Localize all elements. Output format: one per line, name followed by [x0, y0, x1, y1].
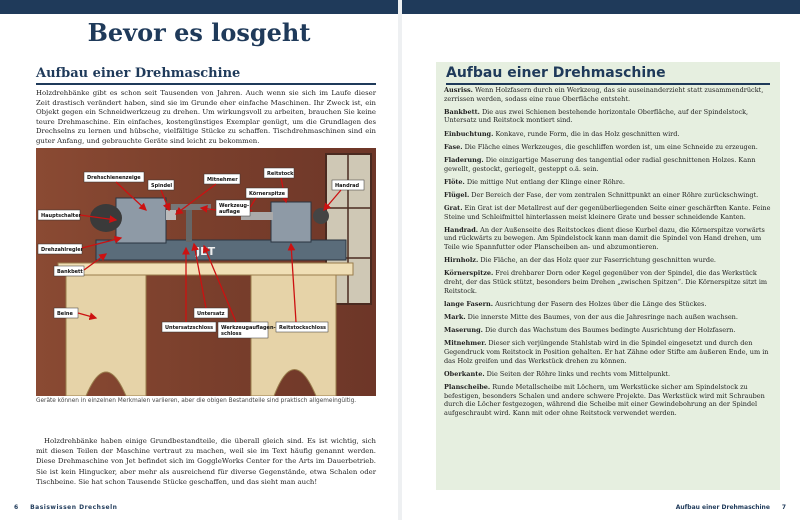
top-color-bar-left [0, 0, 398, 14]
page-number-right: 7 [781, 504, 786, 511]
intro-paragraph: Holzdrehbänke gibt es schon seit Tausenden von Jahren. Auch wenn sie sich im Laufe dieser Zeit drastisch verändert haben, sind sie im Grunde eher einfache Maschinen. Ihr Zweck ist, ein Objekt gegen ein Schneidwerkzeug zu drehen. Um wirkungsvoll zu arbeiten, brauchen Sie keine teure Drehmaschine. Ein einfaches, kostengünstiges Exemplar genügt, um die Grundlagen des Drechselns zu lernen und hübsche, vielfältige Stücke zu schaffen. Tischdrehmaschinen sind ein guter Anfang, und gebrauchte Geräte sind leicht zu bekommen. [36, 89, 376, 145]
glossary-term: Hirnholz. [444, 256, 479, 265]
glossary-term: Mark. [444, 313, 466, 321]
glossary-definition: Die mittige Nut entlang der Klinge einer Röhre. [464, 177, 625, 186]
glossary-entry [444, 339, 774, 365]
glossary-term: Handrad. [444, 225, 479, 234]
glossary-term: Ausriss. [444, 86, 473, 94]
glossary-definition: Wenn Holzfasern durch ein Werkzeug, das sie auseinanderzieht statt zusammendrückt, zerrissen werden, sodass eine raue Oberfläche entsteht. [444, 86, 764, 103]
glossary-term: Grat. [444, 204, 463, 213]
glossary-term: Fase. [444, 142, 463, 151]
svg-text:Werkzeugauflagen-schloss: Werkzeugauflagen-schloss [221, 325, 276, 337]
svg-text:Bankbett: Bankbett [57, 269, 83, 275]
glossary-definition: Die aus zwei Schienen bestehende horizontale Oberfläche, auf der Spindelstock, Untersatz und Reitstock montiert sind. [444, 107, 749, 125]
glossary-entry [444, 326, 774, 335]
svg-text:Untersatz: Untersatz [197, 311, 225, 317]
section-title: Aufbau einer Drehmaschine [36, 66, 376, 85]
glossary-definition: Die durch das Wachstum des Baumes bedingte Ausrichtung der Holzfasern. [482, 326, 736, 335]
lathe-photo [36, 148, 376, 396]
glossary-definition: Der Bereich der Fase, der vom zentralen Schnittpunkt an einer Röhre zurückschwingt. [469, 190, 759, 199]
glossary-definition: Die Fläche eines Werkzeuges, die geschliffen worden ist, um eine Schneide zu erzeugen. [462, 142, 758, 151]
glossary-title: Aufbau einer Drehmaschine [446, 65, 770, 85]
svg-text:Werkzeug-auflage: Werkzeug-auflage [219, 203, 250, 215]
glossary-entry [444, 269, 774, 295]
book-title: Basiswissen Drechseln [30, 504, 118, 511]
svg-text:Mitnehmer: Mitnehmer [207, 177, 238, 183]
glossary-term: Fladerung. [444, 155, 484, 164]
svg-text:Beine: Beine [57, 311, 73, 317]
body-paragraph: Holzdrehbänke haben einige Grundbestandteile, die überall gleich sind. Es ist wichtig, sich mit diesen Teilen der Maschine vertraut zu machen, weil sie im Text häufig genannt werden. Diese Drehmaschine von Jet befindet sich im GoggleWorks Center for the Arts im Dauerbetrieb. Sie ist kein Hingucker, aber mehr als ausreichend für diverse Gegenstände, etwa Schalen oder Tischbeine. Sie hat schon Tausende Stücke geschaffen, und das sieht man auch! [36, 437, 376, 486]
svg-text:Handrad: Handrad [335, 183, 360, 189]
svg-text:Drehschienenzeige: Drehschienenzeige [87, 175, 141, 181]
glossary-entry [444, 191, 774, 200]
footer-section-title: Aufbau einer Drehmaschine [675, 504, 770, 511]
jet-brand-text: JET [196, 245, 216, 258]
glossary-definition: Frei drehbarer Dorn oder Kegel gegenüber von der Spindel, die das Werkstück dreht, der das Stück stützt, besonders beim Drehen „zwischen Spitzen“. Die Körnerspitze sitzt im Reitstock. [444, 269, 768, 295]
svg-text:Reitstockschloss: Reitstockschloss [279, 325, 327, 331]
glossary-term: Einbuchtung. [444, 129, 494, 138]
glossary-entry [444, 156, 774, 173]
glossary-definition: Die Seiten der Röhre links und rechts vom Mittelpunkt. [484, 369, 671, 378]
glossary-entry [444, 383, 774, 417]
glossary-definition: Ein Grat ist der Metallrest auf der gegenüberliegenden Seite einer geschärften Kante. Feine Steine und Schleifmittel hinterlassen meist kleinere Grate und besser schneidende Kanten. [444, 204, 771, 221]
glossary-term: lange Fasern. [444, 299, 494, 308]
svg-text:Drehzahlregler: Drehzahlregler [41, 247, 84, 253]
glossary-term: Körnerspitze. [444, 269, 494, 278]
svg-text:Hauptschalter: Hauptschalter [41, 213, 81, 219]
footer-right [676, 504, 786, 511]
glossary-entry [444, 143, 774, 152]
glossary-entry [444, 370, 774, 379]
glossary-list [444, 86, 774, 422]
glossary-term: Mitnehmer. [444, 339, 487, 348]
page-number-left: 6 [14, 504, 19, 511]
glossary-term: Bankbett. [444, 107, 480, 116]
chapter-heading: Bevor es losgeht [87, 18, 311, 47]
svg-text:Spindel: Spindel [151, 183, 173, 189]
glossary-entry [444, 256, 774, 265]
top-color-bar-right [402, 0, 800, 14]
page-gutter [398, 0, 402, 520]
photo-caption: Geräte können in einzelnen Merkmalen variieren, aber die obigen Bestandteile sind praktisch allgemeingültig. [36, 398, 357, 404]
glossary-term: Oberkante. [444, 369, 485, 378]
glossary-definition: Konkave, runde Form, die in das Holz geschnitten wird. [493, 129, 680, 138]
glossary-entry [444, 108, 774, 125]
glossary-term: Flügel. [444, 190, 470, 199]
glossary-definition: Runde Metallscheibe mit Löchern, um Werkstücke sicher am Spindelstock zu befestigen, besonders Schalen und andere schwere Projekte. Das Werkstück wird mit Schrauben durch die Löcher festgezogen, während die Scheibe mit einer Gewindebohrung an der Spindel aufgeschraubt wird. Kann mit oder ohne Reitstock verwendet werden. [444, 382, 765, 417]
glossary-entry [444, 300, 774, 309]
glossary-definition: Die Fläche, an der das Holz quer zur Faserrichtung geschnitten wurde. [478, 256, 716, 265]
footer-left [14, 504, 117, 511]
svg-text:Körnerspitze: Körnerspitze [249, 191, 286, 197]
glossary-entry [444, 313, 774, 322]
glossary-entry [444, 178, 774, 187]
glossary-entry [444, 130, 774, 139]
glossary-term: Maserung. [444, 326, 483, 335]
glossary-term: Flöte. [444, 177, 465, 186]
glossary-entry [444, 204, 774, 221]
glossary-definition: An der Außenseite des Reitstockes dient diese Kurbel dazu, die Körnerspitze vorwärts und rückwärts zu bewegen. Am Spindelstock kann man damit die Spindel von Hand drehen, um Teile wie Spannfutter oder Planscheiben an- und abzumontieren. [444, 225, 765, 252]
svg-text:Reitstock: Reitstock [267, 171, 294, 177]
glossary-definition: Ausrichtung der Fasern des Holzes über die Länge des Stückes. [493, 299, 707, 308]
glossary-definition: Die innerste Mitte des Baumes, von der aus die Jahresringe nach außen wachsen. [465, 313, 738, 321]
svg-text:Untersatzschloss: Untersatzschloss [165, 325, 214, 331]
glossary-entry [444, 86, 774, 103]
glossary-definition: Dieser sich verjüngende Stahlstab wird in die Spindel eingesetzt und durch den Gegendruck vom Reitstock in Position gehalten. Er hat Zähne oder Stifte am äußeren Ende, um in das Holz greifen und das Werkstück drehen zu können. [444, 339, 769, 365]
glossary-term: Planscheibe. [444, 382, 491, 391]
glossary-entry [444, 226, 774, 252]
glossary-definition: Die einzigartige Maserung des tangential oder radial geschnittenen Holzes. Kann gewellt, gestockt, geriegelt, gesteppt o.ä. sein. [444, 155, 756, 173]
